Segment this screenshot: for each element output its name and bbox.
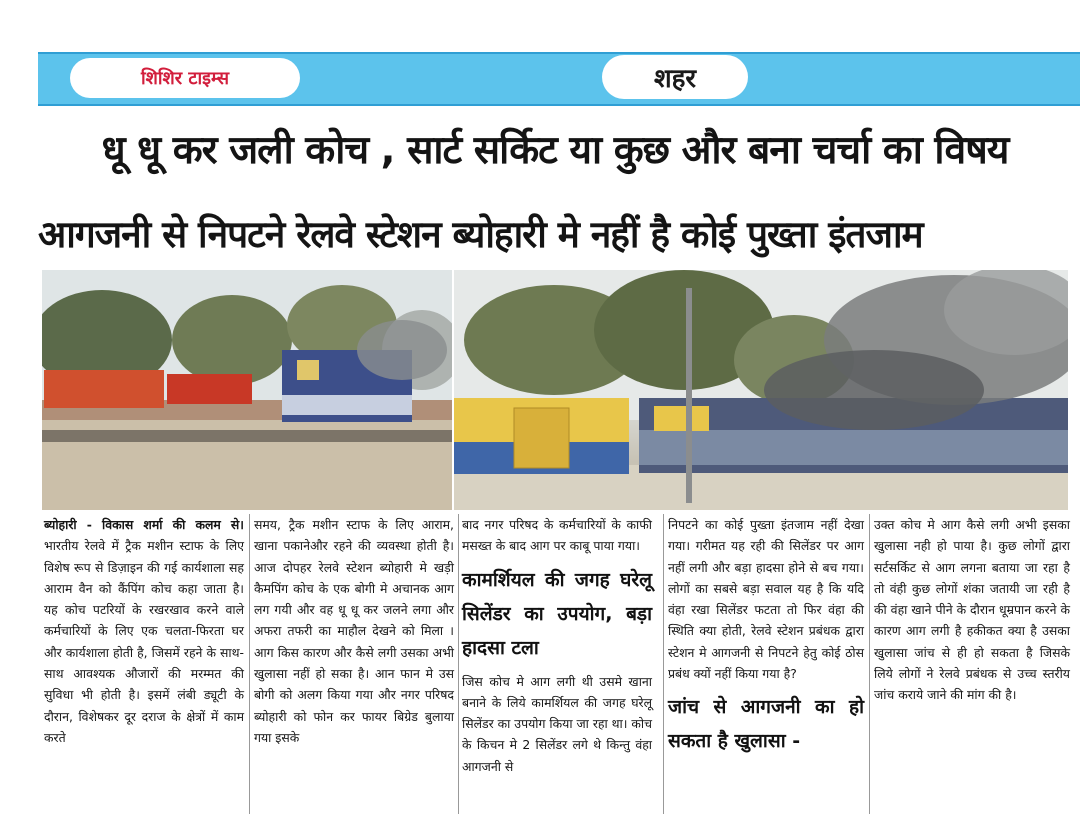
fire-scene-illustration	[42, 270, 452, 510]
article-column-5	[874, 514, 1070, 706]
column-rule	[663, 514, 664, 814]
byline: ब्योहारी - विकास शर्मा की कलम से।	[44, 517, 244, 532]
article-column-1	[44, 514, 244, 748]
article-column-4	[668, 514, 864, 764]
article-column-3	[462, 514, 652, 777]
burning-coach-illustration	[454, 270, 1068, 510]
column-text: बाद नगर परिषद के कर्मचारियों के काफी मसख्त के बाद आग पर काबू पाया गया।	[462, 517, 652, 554]
photo-burning-coach	[454, 270, 1068, 510]
subheading: जांच से आगजनी का हो सकता है खुलासा -	[668, 696, 864, 753]
column-rule	[458, 514, 459, 814]
photo-fire-brigade	[42, 270, 452, 510]
main-headline: धू धू कर जली कोच , सार्ट सर्किट या कुछ और बना चर्चा का विषय	[101, 128, 1009, 173]
subheading: कामर्शियल की जगह घरेलू सिलेंडर का उपयोग, बड़ा हादसा टला	[462, 568, 652, 659]
sub-headline: आगजनी से निपटने रेलवे स्टेशन ब्योहारी मे नहीं है कोई पुख्ता इंतजाम	[38, 213, 923, 256]
column-text: उक्त कोच मे आग कैसे लगी अभी इसका खुलासा नही हो पाया है। कुछ लोगों द्वारा सर्टसर्किट से आग लगना बताया जा रहा है तो वंही कुछ लोगों शंका जतायी जा रही है की वंहा खाने पीने के दौरान धूम्रपान करने के कारण आग लगी है हकीकत क्या है उसका खुलासा जांच से ही हो सकता है जिसके लिये लोगों ने रेलवे प्रबंधक से उच्च स्तरीय जांच कराये जाने की मांग की है।	[874, 517, 1070, 703]
column-text: निपटने का कोई पुख्ता इंतजाम नहीं देखा गया। गरीमत यह रही की सिलेंडर पर आग नहीं लगी और बड़ा हादसा होने से बच गया। लोगों का सबसे बड़ा सवाल यह है कि यदि वंहा रखा सिलेंडर फटता तो फिर वंहा की स्थिति क्या होती, रेलवे स्टेशन प्रबंधक द्वारा स्टेशन मे आगजनी से निपटने हेतु कोई ठोस प्रबंध क्यों नहीं किया गया है?	[668, 517, 864, 682]
column-text: जिस कोच मे आग लगी थी उसमे खाना बनाने के लिये कामर्शियल की जगह घरेलू सिलेंडर का उपयोग किया जा रहा था। कोच के किचन मे 2 सिलेंडर लगे थे किन्तु वंहा आगजनी से	[462, 673, 652, 774]
article-column-2	[254, 514, 454, 748]
column-rule	[249, 514, 250, 814]
section-badge	[602, 55, 748, 99]
column-text: भारतीय रेलवे में ट्रैक मशीन स्टाफ के लिए विशेष रूप से डिज़ाइन की गई कार्यशाला सह आराम वैन को कैंपिंग कोच कहा जाता है। यह कोच पटरियों के रखरखाव करने वाले कर्मचारियों के लिए एक चलता-फिरता घर और कार्यशाला होती है, जिसमें रहने के साथ-साथ आवश्यक औजारों की मरम्मत की सुविधा भी होती है। इसमें लंबी ड्यूटी के दौरान, विशेषकर दूर दराज के क्षेत्रों में काम करते	[44, 538, 244, 745]
column-text: समय, ट्रैक मशीन स्टाफ के लिए आराम, खाना पकानेऔर रहने की व्यवस्था होती है। आज दोपहर रेलवे स्टेशन ब्योहारी मे खड़ी कैमपिंग कोच के एक बोगी मे अचानक आग लग गयी और वह धू धू कर जलने लगा और अफरा तफरी का माहौल देखने को मिला । आग किस कारण और कैसे लगी उसका अभी खुलासा नहीं हो सका है। आन फान मे उस बोगी को अलग किया गया और नगर परिषद ब्योहारी को फोन कर फायर बिग्रेड बुलाया गया इसके	[254, 517, 454, 745]
paper-name-badge	[70, 58, 300, 98]
section-name: शहर	[653, 64, 697, 94]
paper-name: शिशिर टाइम्स	[140, 68, 230, 89]
column-rule	[869, 514, 870, 814]
